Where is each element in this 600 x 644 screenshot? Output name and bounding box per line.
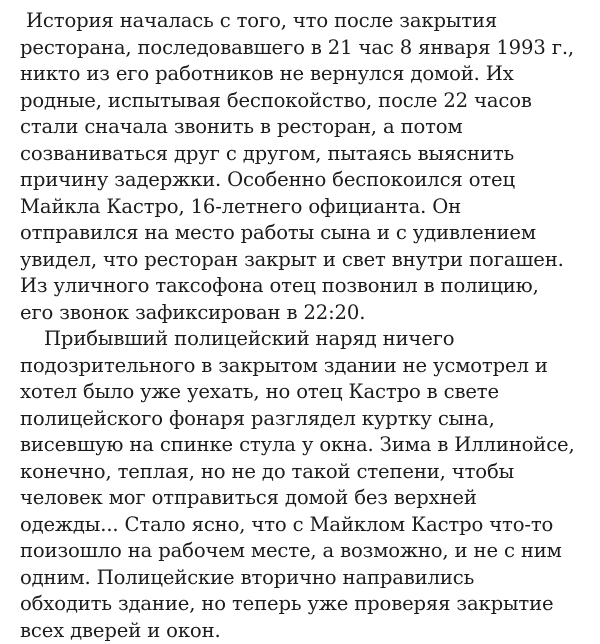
- text-line: причину задержки. Особенно беспокоился отец: [20, 167, 594, 194]
- text-line: всех дверей и окон.: [20, 618, 594, 644]
- text-line: поизошло на рабочем месте, а возможно, и не с ним: [20, 538, 594, 565]
- text-line: конечно, теплая, но не до такой степени, чтобы: [20, 459, 594, 486]
- text-line: Прибывший полицейский наряд ничего: [20, 326, 594, 353]
- text-line: подозрительного в закрытом здании не усмотрел и: [20, 353, 594, 380]
- text-line: обходить здание, но теперь уже проверяя закрытие: [20, 591, 594, 618]
- text-line: отправился на место работы сына и с удивлением: [20, 220, 594, 247]
- text-line: человек мог отправиться домой без верхней: [20, 485, 594, 512]
- text-line: созваниваться друг с другом, пытаясь выяснить: [20, 141, 594, 168]
- text-line: увидел, что ресторан закрыт и свет внутри погашен.: [20, 247, 594, 274]
- text-line: хотел было уже уехать, но отец Кастро в свете: [20, 379, 594, 406]
- text-line: одежды... Стало ясно, что с Майклом Кастро что-то: [20, 512, 594, 539]
- text-line: одним. Полицейские вторично направились: [20, 565, 594, 592]
- text-line: висевшую на спинке стула у окна. Зима в Иллинойсе,: [20, 432, 594, 459]
- text-line: стали сначала звонить в ресторан, а потом: [20, 114, 594, 141]
- text-line: полицейского фонаря разглядел куртку сына,: [20, 406, 594, 433]
- text-line: никто из его работников не вернулся домой. Их: [20, 61, 594, 88]
- paragraph-2: [20, 326, 594, 644]
- text-line: его звонок зафиксирован в 22:20.: [20, 300, 594, 327]
- text-line: Майкла Кастро, 16-летнего официанта. Он: [20, 194, 594, 221]
- text-line: ресторана, последовавшего в 21 час 8 января 1993 г.,: [20, 35, 594, 62]
- paragraph-1: [20, 8, 594, 326]
- text-line: История началась с того, что после закрытия: [20, 8, 594, 35]
- text-line: Из уличного таксофона отец позвонил в полицию,: [20, 273, 594, 300]
- document-text: [20, 8, 594, 644]
- text-line: родные, испытывая беспокойство, после 22 часов: [20, 88, 594, 115]
